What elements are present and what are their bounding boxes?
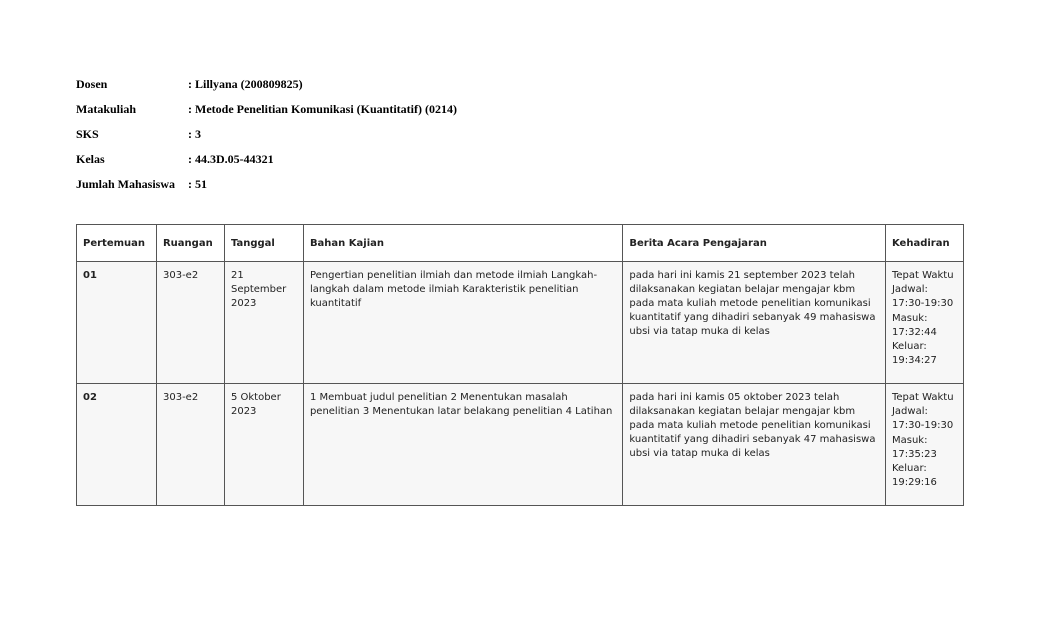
header-ruangan: Ruangan <box>156 225 224 262</box>
masuk-label: Masuk: <box>891 434 928 446</box>
info-row-dosen <box>76 72 457 97</box>
keluar-label: Keluar: <box>891 341 927 353</box>
info-label: Jumlah Mahasiswa <box>76 177 176 191</box>
header-bahan-kajian: Bahan Kajian <box>303 225 622 262</box>
table-header-row <box>77 225 964 262</box>
cell-tanggal: 5 Oktober 2023 <box>224 384 303 506</box>
cell-bahan-kajian: 1 Membuat judul penelitian 2 Menentukan masalah penelitian 3 Menentukan latar belakang penelitian 4 Latihan <box>303 384 622 506</box>
info-label: Kelas <box>76 152 105 166</box>
keluar-label: Keluar: <box>891 463 927 475</box>
info-value: : Metode Penelitian Komunikasi (Kuantitatif) (0214) <box>188 102 457 116</box>
info-value: : 51 <box>188 177 207 191</box>
table-row <box>77 262 964 384</box>
info-row-matakuliah <box>76 97 457 122</box>
masuk-label: Masuk: <box>891 312 928 324</box>
info-label: Dosen <box>76 77 108 91</box>
jadwal-value: 17:30-19:30 <box>891 298 954 310</box>
jadwal-value: 17:30-19:30 <box>891 420 954 432</box>
header-pertemuan: Pertemuan <box>77 225 157 262</box>
attendance-status: Tepat Waktu <box>891 392 954 403</box>
cell-pertemuan: 02 <box>77 384 157 506</box>
info-label: SKS <box>76 127 99 141</box>
jadwal-label: Jadwal: <box>891 406 928 418</box>
cell-kehadiran <box>885 384 963 506</box>
jadwal-label: Jadwal: <box>891 284 928 296</box>
info-value: : Lillyana (200809825) <box>188 77 303 91</box>
cell-kehadiran <box>885 262 963 384</box>
masuk-value: 17:32:44 <box>891 326 937 338</box>
cell-tanggal: 21 September 2023 <box>224 262 303 384</box>
attendance-status: Tepat Waktu <box>891 270 954 281</box>
course-info <box>76 72 457 197</box>
info-value: : 3 <box>188 127 201 141</box>
info-row-kelas <box>76 147 457 172</box>
cell-ruangan: 303-e2 <box>156 262 224 384</box>
teaching-journal-table <box>76 224 964 506</box>
info-label: Matakuliah <box>76 102 137 116</box>
info-row-jumlah-mahasiswa <box>76 172 457 197</box>
keluar-value: 19:29:16 <box>891 477 937 489</box>
cell-ruangan: 303-e2 <box>156 384 224 506</box>
keluar-value: 19:34:27 <box>891 355 937 367</box>
cell-berita-acara: pada hari ini kamis 05 oktober 2023 telah dilaksanakan kegiatan belajar mengajar kbm pada mata kuliah metode penelitian komunikasi kuantitatif yang dihadiri sebanyak 47 mahasiswa ubsi via tatap muka di kelas <box>623 384 886 506</box>
header-kehadiran: Kehadiran <box>885 225 963 262</box>
masuk-value: 17:35:23 <box>891 448 937 460</box>
table-row <box>77 384 964 506</box>
info-row-sks <box>76 122 457 147</box>
cell-pertemuan: 01 <box>77 262 157 384</box>
header-berita-acara: Berita Acara Pengajaran <box>623 225 886 262</box>
cell-berita-acara: pada hari ini kamis 21 september 2023 telah dilaksanakan kegiatan belajar mengajar kbm pada mata kuliah metode penelitian komunikasi kuantitatif yang dihadiri sebanyak 49 mahasiswa ubsi via tatap muka di kelas <box>623 262 886 384</box>
info-value: : 44.3D.05-44321 <box>188 152 274 166</box>
header-tanggal: Tanggal <box>224 225 303 262</box>
cell-bahan-kajian: Pengertian penelitian ilmiah dan metode ilmiah Langkah-langkah dalam metode ilmiah Karakteristik penelitian kuantitatif <box>303 262 622 384</box>
